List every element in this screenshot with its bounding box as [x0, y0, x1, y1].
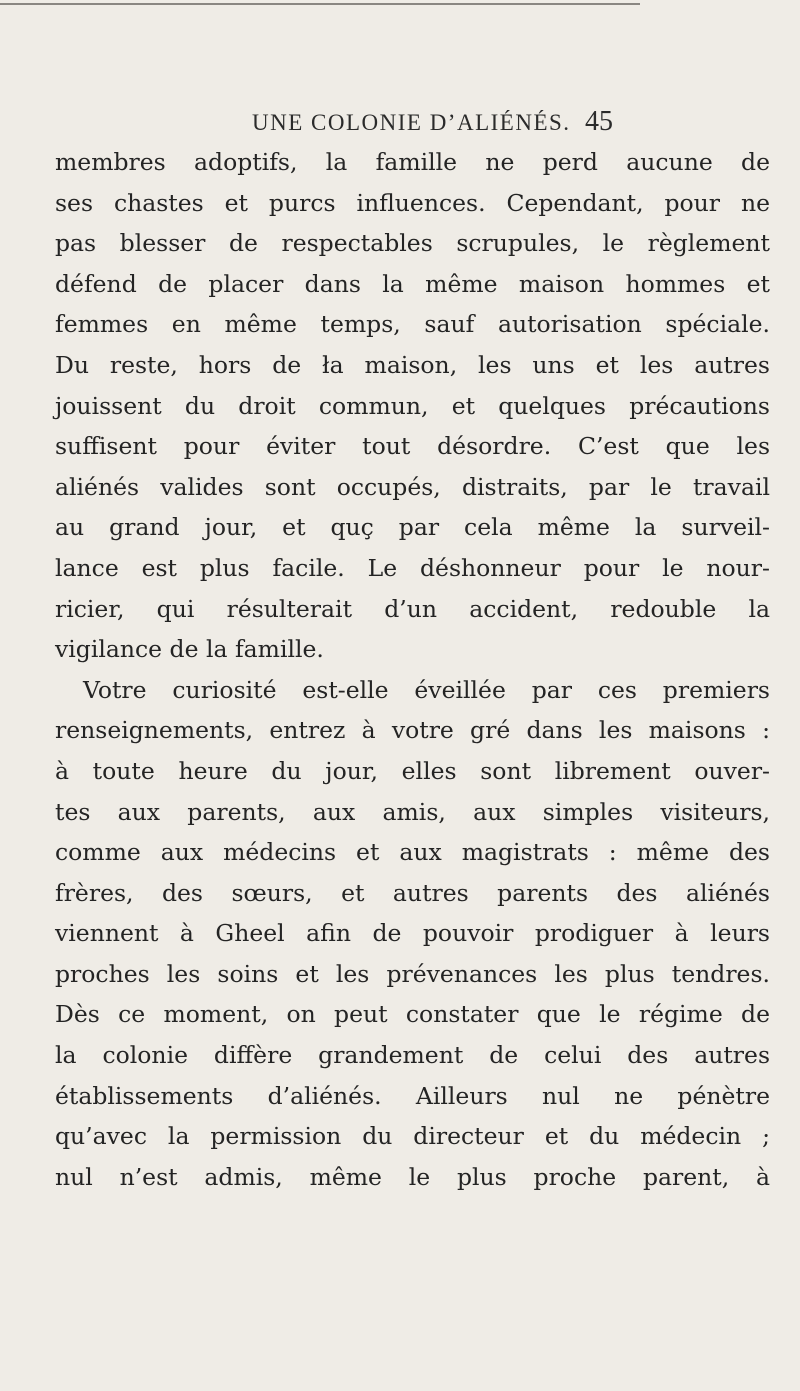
running-title: UNE COLONIE D’ALIÉNÉS. — [252, 110, 571, 135]
text-line: défend de placer dans la même maison hommes et — [55, 269, 770, 298]
page-number: 45 — [585, 106, 613, 137]
text-line: aliénés valides sont occupés, distraits, par le travail — [55, 472, 770, 501]
text-line: frères, des sœurs, et autres parents des aliénés — [55, 878, 770, 907]
text-line: qu’avec la permission du directeur et du médecin ; — [55, 1122, 770, 1151]
text-line: au grand jour, et quç par cela même la surveil- — [55, 513, 770, 542]
text-line: jouissent du droit commun, et quelques précautions — [55, 391, 770, 420]
text-line: nul n’est admis, même le plus proche parent, à — [55, 1162, 770, 1191]
paragraph-start-line: Votre curiosité est-elle éveillée par ces premiers — [83, 675, 770, 704]
top-edge-rule — [0, 3, 640, 5]
paragraph-end-line: vigilance de la famille. — [55, 635, 324, 664]
text-line: viennent à Gheel afin de pouvoir prodiguer à leurs — [55, 919, 770, 948]
text-line: comme aux médecins et aux magistrats : même des — [55, 838, 770, 867]
page-header — [0, 100, 800, 148]
body-text — [55, 142, 770, 1197]
text-line: tes aux parents, aux amis, aux simples visiteurs, — [55, 797, 770, 826]
text-line: membres adoptifs, la famille ne perd aucune de — [55, 148, 770, 176]
text-line: Dès ce moment, on peut constater que le régime de — [55, 1000, 770, 1029]
text-line: ses chastes et purcs influences. Cependant, pour ne — [55, 188, 770, 217]
text-line: établissements d’aliénés. Ailleurs nul ne pénètre — [55, 1081, 770, 1110]
text-line: Du reste, hors de ła maison, les uns et les autres — [55, 350, 770, 379]
text-line: proches les soins et les prévenances les plus tendres. — [55, 959, 770, 988]
text-line: la colonie diffère grandement de celui des autres — [55, 1041, 770, 1070]
text-line: lance est plus facile. Le déshonneur pour le nour- — [55, 553, 770, 582]
text-line: ricier, qui résulterait d’un accident, redouble la — [55, 594, 770, 623]
text-line: femmes en même temps, sauf autorisation spéciale. — [55, 310, 770, 339]
text-line: pas blesser de respectables scrupules, le règlement — [55, 229, 770, 258]
text-line: suffisent pour éviter tout désordre. C’est que les — [55, 432, 770, 461]
text-line: à toute heure du jour, elles sont librement ouver- — [55, 756, 770, 785]
text-line: renseignements, entrez à votre gré dans les maisons : — [55, 716, 770, 745]
